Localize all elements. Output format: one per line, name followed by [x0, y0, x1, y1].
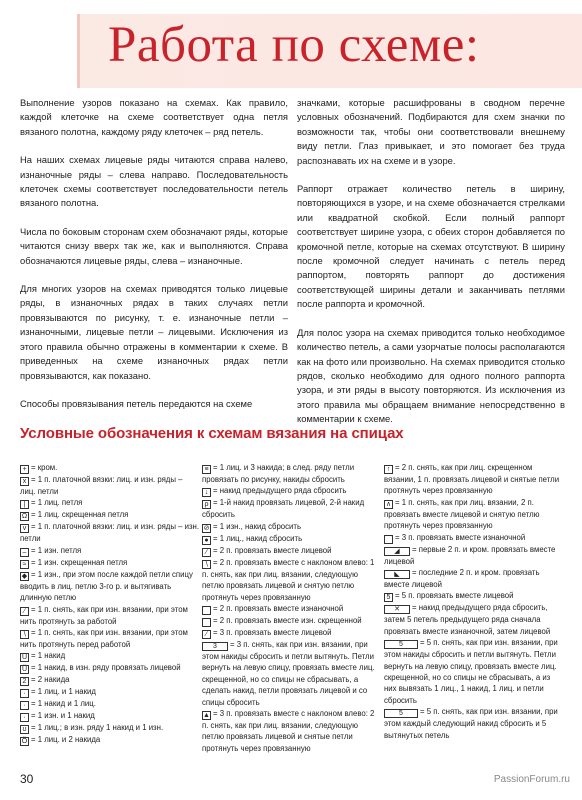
legend-item: 5 = 5 п. снять, как при изн. вязании, при этом каждый следующий накид сбросить и 5 вытянутых петель	[384, 707, 558, 740]
legend-item: 3 = 3 п. снять, как при изн. вязании, при этом накиды сбросить и петли вытянуть. Петли вернуть на левую спицу, провязать вместе лиц. скрещенной, но со спицы не сбрасывать, а сделать накид, петли провязать лицевой и со спицы сбросить	[202, 640, 375, 707]
legend-item: ↑ = 2 п. снять, как при лиц. скрещенном вязании, 1 п. провязать лицевой и снятые петли протянуть через провязанную	[384, 463, 560, 496]
three-stitch-cluster-icon: 3	[202, 642, 228, 651]
legend-item: ● = 1 лиц., накид сбросить	[202, 533, 380, 545]
legend-item: ◣ = последние 2 п. и кром. провязать вместе лицевой	[384, 568, 540, 590]
legend-item: ↓ = накид предыдущего ряда сбросить	[202, 485, 380, 497]
paragraph: На наших схемах лицевые ряды читаются справа налево, изнаночные ряды – слева направо. Последовательность клеточек схемы соответствует последовательности петель вязаного полотна.	[20, 154, 288, 209]
p3tog-icon: ⌒	[385, 535, 392, 543]
k2tog-left-icon: ∖	[202, 560, 211, 569]
legend-item: · = 1 лиц. и 1 накид	[20, 686, 200, 698]
legend-item: ≈ = 1 изн. скрещенная петля	[20, 557, 200, 569]
page-title: Работа по схеме:	[108, 17, 480, 73]
legend-item: ∖ = 1 п. снять, как при изн. вязании, при этом нить протянуть перед работой	[20, 628, 188, 650]
legend-item: ∕ = 2 п. провязать вместе лицевой	[202, 545, 380, 557]
twisted-purl-icon: ≈	[20, 560, 29, 569]
legend-item: ∧ = 1 п. снять, как при лиц. вязании, 2 п. провязать вместе лицевой и снятую петлю протянуть через провязанную	[384, 497, 540, 531]
edge-stitch-icon: +	[20, 465, 29, 474]
yarn-over-knit-2-icon: ·	[20, 701, 29, 710]
legend-item: ◢ = первые 2 п. и кром. провязать вместе лицевой	[384, 544, 556, 566]
legend-item: Ω = 1 лиц. скрещенная петля	[21, 510, 129, 521]
knit-drop-yo-icon: ●	[202, 536, 211, 545]
slip-front-icon: ∖	[20, 630, 29, 639]
legend-item: ⌒ = 2 п. провязать вместе изнаночной	[203, 604, 344, 615]
legend-item: U = 1 накид	[21, 651, 66, 662]
p2tog-twisted-icon: ⌒	[203, 619, 210, 627]
slip-back-icon: ∕	[20, 607, 29, 616]
purl-stitch-icon: –	[20, 548, 29, 557]
knit-stitch-icon: |	[20, 500, 29, 509]
legend-item: | = 1 лиц. петля	[20, 497, 200, 509]
legend-item: ⊘ = 1 изн., накид сбросить	[203, 521, 302, 532]
elongated-loop-icon: ◆	[21, 572, 28, 580]
legend-item: ∕ = 1 п. снять, как при изн. вязании, при этом нить протянуть за работой	[20, 604, 188, 626]
legend-item: ⌒ = 3 п. провязать вместе изнаночной	[385, 532, 526, 543]
k2tog-icon: ∕	[202, 548, 211, 557]
legend-item: · = 1 изн. и 1 накид	[20, 710, 200, 722]
garter-knit-icon: x	[20, 477, 29, 486]
knit-yarn-over-icon: ·	[20, 689, 29, 698]
paragraph: значками, которые расшифрованы в сводном перечне условных обозначений. Подбираются для схем значки по возможности так, чтобы они соответствовали внешнему виду петли. Глаз привыкает, и это помогает без труда распознавать их на схеме и в узоре.	[297, 97, 565, 166]
first-edge-decrease-icon: ◢	[384, 547, 410, 556]
legend-column-1	[20, 462, 200, 746]
centered-double-decrease-icon: ↑	[384, 465, 393, 474]
legend-item: ʊ = 1 лиц.; в изн. ряду 1 накид и 1 изн.	[20, 722, 200, 734]
drop-yarn-over-icon: ↓	[202, 488, 211, 497]
legend-item: + = кром.	[20, 462, 200, 474]
paragraph: Способы провязывания петель передаются на схеме	[20, 397, 253, 409]
yarn-over-knit-icon: Ü	[21, 666, 28, 674]
k3tog-left-icon: ▲	[203, 712, 210, 720]
legend-item: x = 1 п. платочной вязки: лиц. и изн. ряды – лиц. петли	[20, 475, 183, 496]
legend-item: ▲ = 3 п. провязать вместе с наклоном влево: 2 п. снять, как при лиц. вязании, следующую петлю провязать лицевой и снятые петли протянуть через провязанную	[202, 709, 375, 753]
legend-item: Ö = 1 лиц. и 2 накида	[21, 735, 101, 746]
garter-purl-icon: v	[20, 524, 29, 533]
legend-item: ρ = 1-й накид провязать лицевой, 2-й накид сбросить	[202, 498, 365, 520]
legend-item: ◆ = 1 изн., при этом после каждой петли спицу вводить в лиц. петлю 3-го р. и вытягивать длинную петлю	[20, 569, 193, 603]
legend-item: 2 = 2 накида	[20, 674, 200, 686]
paragraph: Для многих узоров на схемах приводятся только лицевые ряды, в изнаночных рядах в таких случаях петли провязываются по рисунку, т. е. изнаночные петли – изнаночными, лицевые петли – лицевыми. Исключения из этого правила обычно отражены в комментарии к схеме. В приведенных на схеме изнаночных рядах петли провязываются, как показано.	[20, 283, 288, 381]
first-yo-knit-icon: ρ	[202, 500, 211, 509]
legend-column-3	[384, 462, 564, 741]
paragraph: Раппорт отражает количество петель в ширину, повторяющихся в узоре, и на схеме обозначается стрелками или квадратной скобкой. Если полный раппорт соответствует ширине узора, с обеих сторон добавляется по кромочной петле, которые на схемах отсутствуют. В ширину после кромочной следует начинать с петель перед раппортом, повторять раппорт до достижения соответствующей ширины детали и заканчивать петлями после раппорта и кромочной.	[297, 183, 565, 310]
k5tog-icon: 5	[384, 593, 393, 602]
paragraph: Выполнение узоров показано на схемах. Как правило, каждой клеточке на схеме соответствует одна петля вязаного полотна, каждому ряду клеточек – ряд петель.	[20, 97, 288, 137]
legend-item: Ü = 1 накид, в изн. ряду провязать лицевой	[21, 663, 181, 674]
k3tog-icon: ∕	[202, 630, 211, 639]
legend-column-2	[202, 462, 380, 754]
legend-item: 5 = 5 п. провязать вместе лицевой	[384, 590, 564, 602]
paragraph: Числа по боковым сторонам схем обозначают ряды, которые читаются снизу вверх так же, как и выполняются. Справа обозначаются лицевые ряды, слева – изнаночные.	[20, 225, 289, 266]
five-stitch-purl-knit-icon: ✕	[384, 605, 410, 614]
legend-item: ∕ = 3 п. провязать вместе лицевой	[202, 627, 380, 639]
paragraph: Для полос узора на схемах приводится только необходимое количество петель, а сами узорчатые полосы располагаются как на фото или произвольно. На схемах приводится столько рядов, сколько необходимо для одного полного раппорта узора, и эти ряды в высоту повторяются. Из исключения из этого правила мы обращаем внимание непосредственно в комментарии к схеме.	[297, 326, 565, 425]
legend-item: v = 1 п. платочной вязки: лиц. и изн. ряды – изн. петли	[20, 522, 200, 544]
legend-heading: Условные обозначения к схемам вязания на спицах	[20, 425, 404, 442]
watermark: PassionForum.ru	[493, 774, 570, 785]
legend-item: ∖ = 2 п. провязать вместе с наклоном влево: 1 п. снять, как при лиц. вязании, следующую петлю провязать лицевой и снятую петлю протянуть через провязанную	[202, 557, 375, 602]
purl-drop-yo-icon: ⊘	[203, 524, 210, 532]
sk2p-icon: ∧	[385, 500, 392, 508]
legend-item: · = 1 накид и 1 лиц.	[20, 698, 200, 710]
yarn-over-icon: U	[21, 654, 28, 662]
last-edge-decrease-icon: ◣	[384, 570, 410, 579]
intro-left-column	[20, 96, 288, 411]
intro-right-column	[297, 96, 565, 427]
legend-item: ≡ = 1 лиц. и 3 накида; в след. ряду петли провязать по рисунку, накиды сбросить	[202, 463, 355, 484]
legend-item: 5 = 5 п. снять, как при изн. вязании, при этом накиды сбросить и петли вытянуть. Петли вернуть на левую спицу, провязать вместе лиц. скрещенной, но со спицы не сбрасывать, а из них вывязать 1 лиц., 1 накид, 1 лиц. и петли сбросить	[384, 638, 558, 705]
knit-two-yarn-overs-icon: Ö	[21, 738, 28, 746]
twisted-knit-icon: Ω	[21, 513, 28, 521]
five-stitch-cluster-icon: 5	[384, 640, 418, 649]
legend-item: – = 1 изн. петля	[20, 545, 200, 557]
three-yarn-overs-icon: ≡	[202, 465, 211, 474]
purl-yarn-over-icon: ·	[20, 713, 29, 722]
legend-item: ✕ = накид предыдущего ряда сбросить, затем 5 петель предыдущего ряда сначала провязать вместе изнаночной, затем лицевой	[384, 603, 551, 636]
double-yarn-over-icon: 2	[20, 677, 29, 686]
legend-item: ⌒ = 2 п. провязать вместе изн. скрещенной	[203, 616, 362, 627]
page-number: 30	[20, 772, 34, 786]
knit-purl-yarn-over-icon: ʊ	[20, 725, 29, 734]
p2tog-icon: ⌒	[203, 607, 210, 615]
five-elongated-stitches-icon: 5	[384, 709, 418, 718]
